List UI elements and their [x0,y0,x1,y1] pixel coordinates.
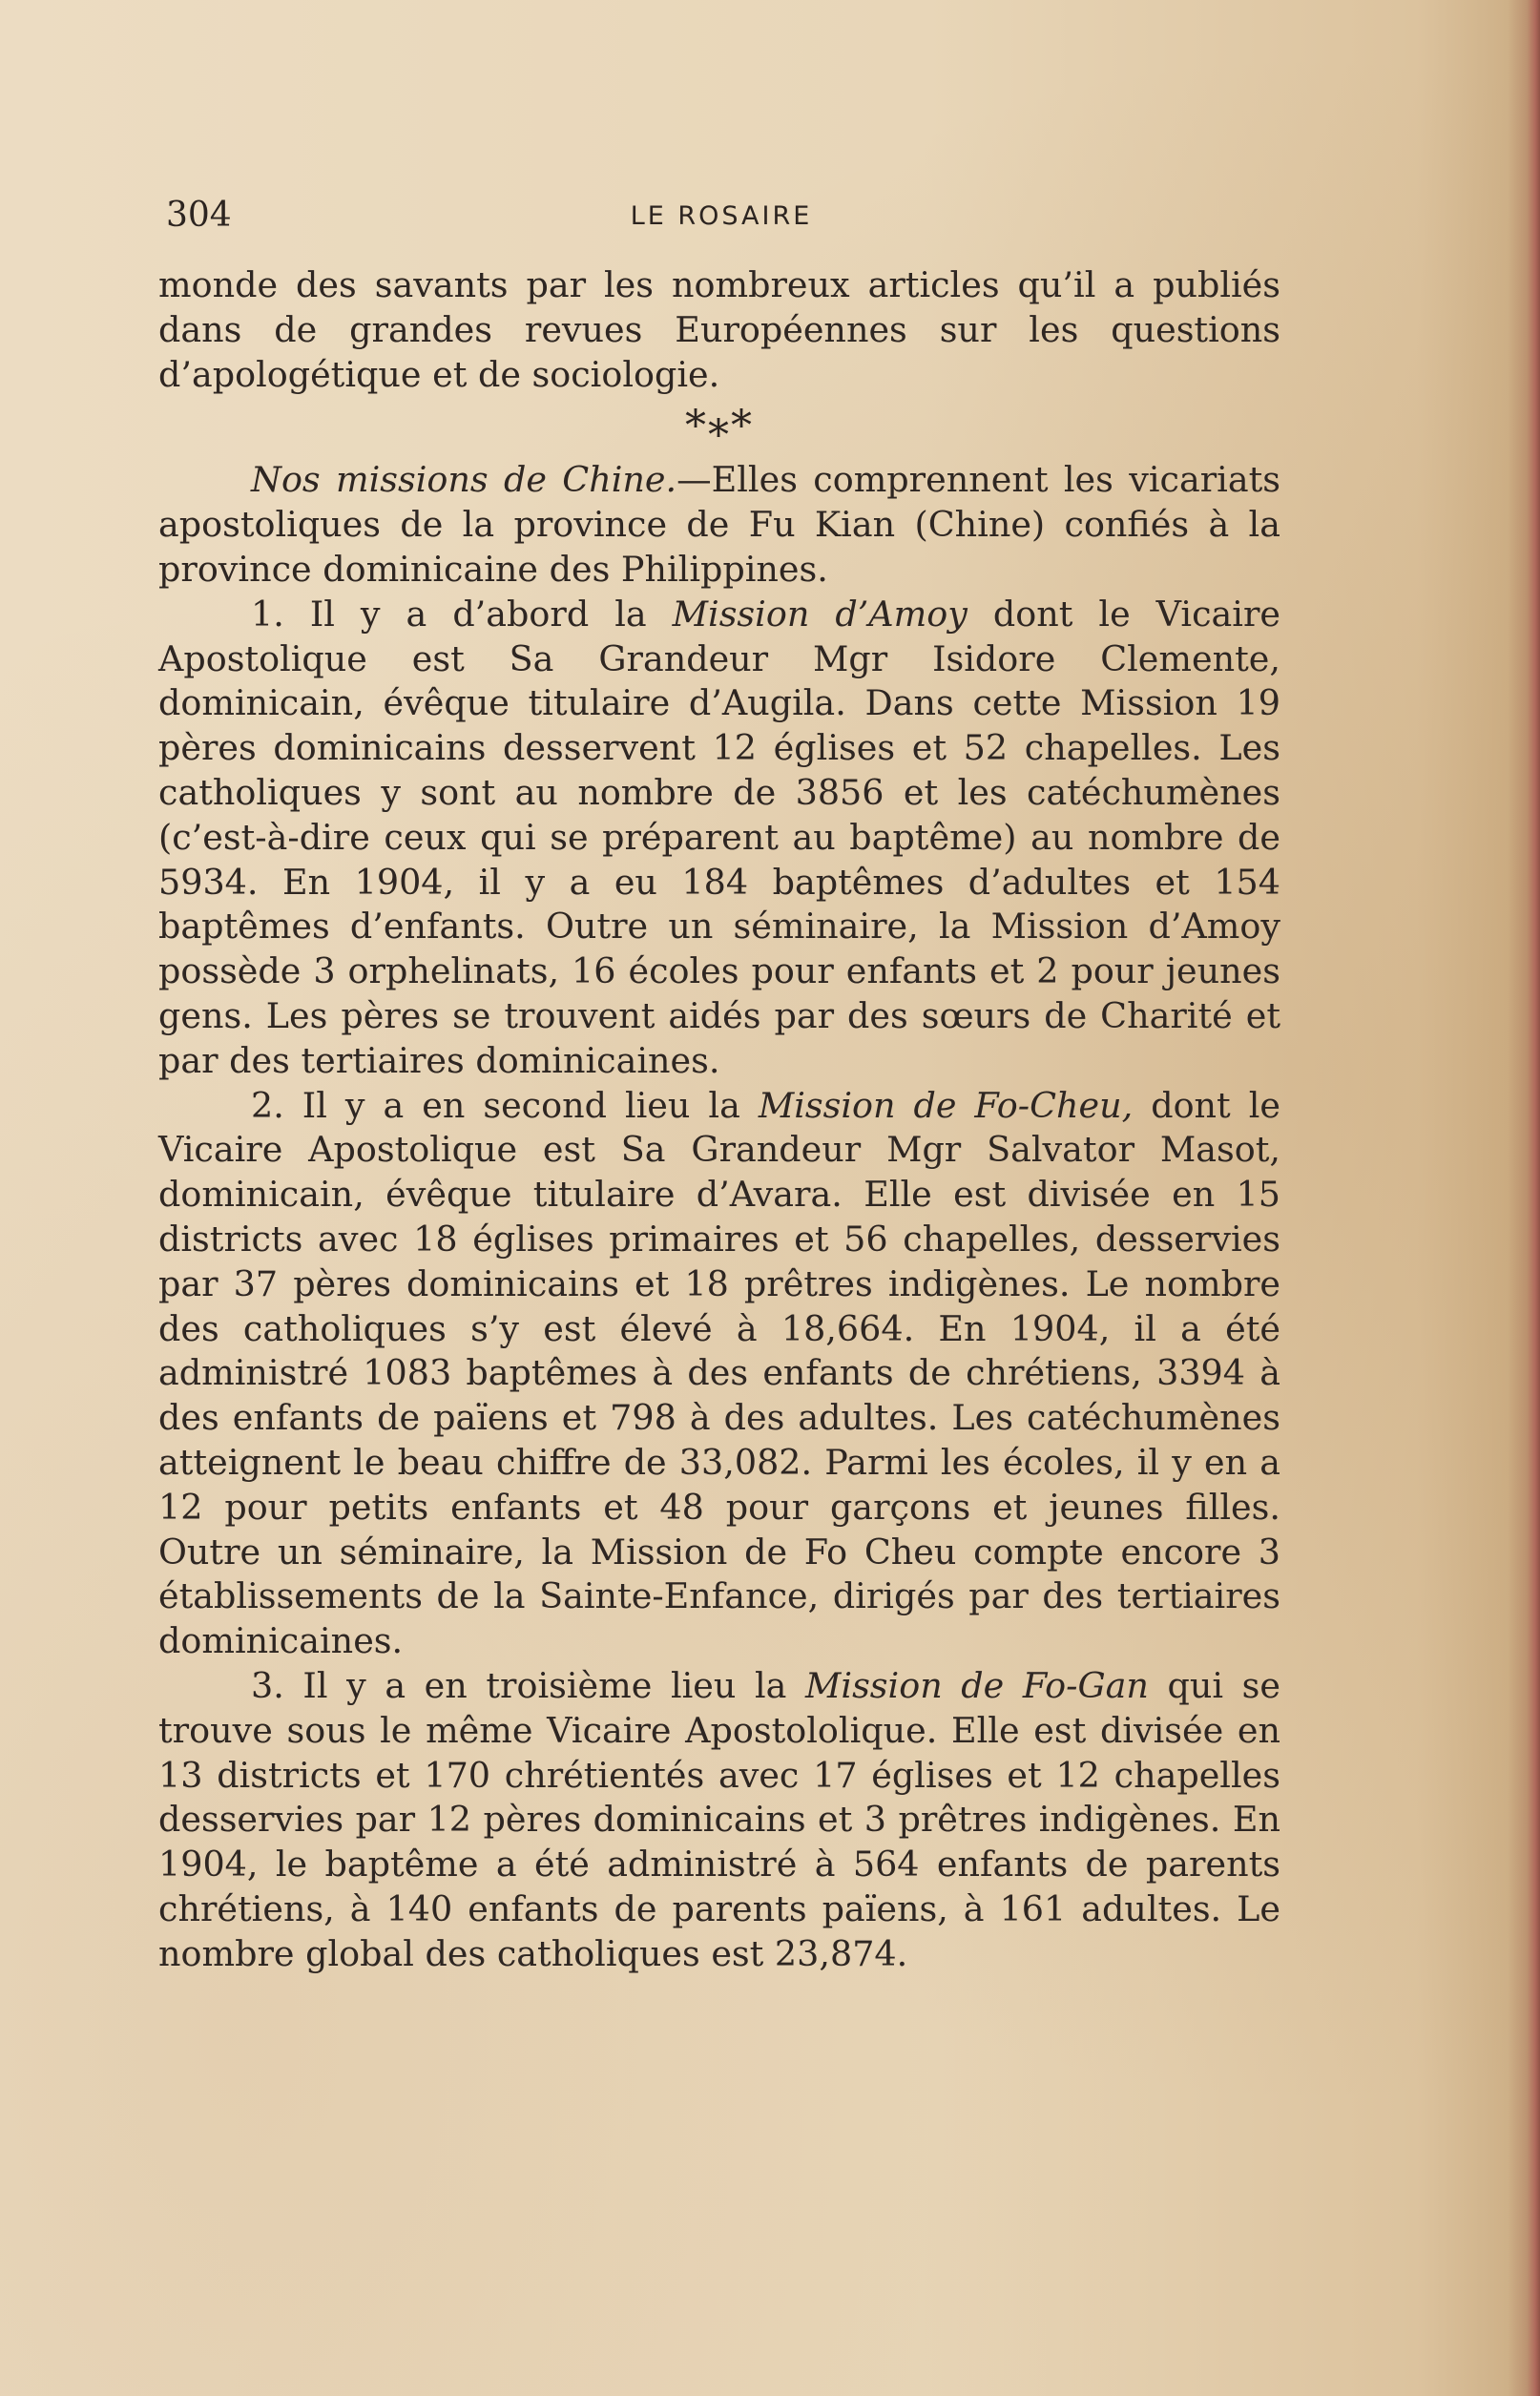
asterism-star-middle: * [708,411,731,461]
focheu-mission-name: Mission de Fo-Cheu, [758,1084,1134,1126]
fogan-paragraph [158,1664,1280,1977]
body-text [158,263,1280,1976]
intro-paragraph: monde des savants par les nombreux articles qu’il a publiés dans de grandes revues Européennes sur les questions d’apologétique et de sociologie. [158,264,1280,395]
focheu-lead: 2. Il y a en second lieu la [251,1084,759,1126]
asterism-star-left: * [685,402,708,451]
focheu-text: dont le Vicaire Apostolique est Sa Grandeur Mgr Salvator Masot, dominicain, évêque titulaire d’Avara. Elle est divisée en 15 districts avec 18 églises primaires et 56 chapelles, desservies par 37 pères dominicains et 18 prêtres indigènes. Le nombre des catholiques s’y est élevé à 18,664. En 1904, il a été administré 1083 baptêmes à des enfants de chrétiens, 3394 à des enfants de païens et 798 à des adultes. Les catéchumènes atteignent le beau chiffre de 33,082. Parmi les écoles, il y en a 12 pour petits enfants et 48 pour garçons et jeunes filles. Outre un séminaire, la Mission de Fo Cheu compte encore 3 établissements de la Sainte-Enfance, dirigés par des tertiaires dominicaines. [158,1084,1280,1662]
fogan-lead: 3. Il y a en troisième lieu la [251,1664,806,1706]
running-title: LE ROSAIRE [630,201,813,231]
fogan-mission-name: Mission de Fo-Gan [805,1664,1149,1706]
focheu-paragraph [158,1084,1280,1664]
missions-intro-paragraph [158,458,1280,592]
page-number: 304 [166,196,232,235]
asterism-separator [158,399,1280,461]
asterism-star-right: * [731,402,754,451]
page-header [158,196,1284,243]
fogan-text: qui se trouve sous le même Vicaire Apostololique. Elle est divisée en 13 districts et 170 chrétientés avec 17 églises et 12 chapelles desservies par 12 pères dominicains et 3 prêtres indigènes. En 1904, le baptême a été administré à 564 enfants de parents chrétiens, à 140 enfants de parents païens, à 161 adultes. Le nombre global des catholiques est 23,874. [158,1664,1280,1974]
amoy-paragraph [158,593,1280,1084]
amoy-mission-name: Mission d’Amoy [672,593,968,635]
missions-section-title: Nos missions de Chine. [251,459,677,501]
missions-intro-text: —Elles comprennent les vicariats apostoliques de la province de Fu Kian (Chine) confiés à la province dominicaine des Philippines. [158,459,1280,590]
page-edge [1508,0,1540,2396]
amoy-lead: 1. Il y a d’abord la [251,593,673,635]
amoy-text: dont le Vicaire Apostolique est Sa Grandeur Mgr Isidore Clemente, dominicain, évêque titulaire d’Augila. Dans cette Mission 19 pères dominicains desservent 12 églises et 52 chapelles. Les catholiques y sont au nombre de 3856 et les catéchumènes (c’est-à-dire ceux qui se préparent au baptême) au nombre de 5934. En 1904, il y a eu 184 baptêmes d’adultes et 154 baptêmes d’enfants. Outre un séminaire, la Mission d’Amoy possède 3 orphelinats, 16 écoles pour enfants et 2 pour jeunes gens. Les pères se trouvent aidés par des sœurs de Charité et par des tertiaires dominicaines. [158,593,1280,1081]
